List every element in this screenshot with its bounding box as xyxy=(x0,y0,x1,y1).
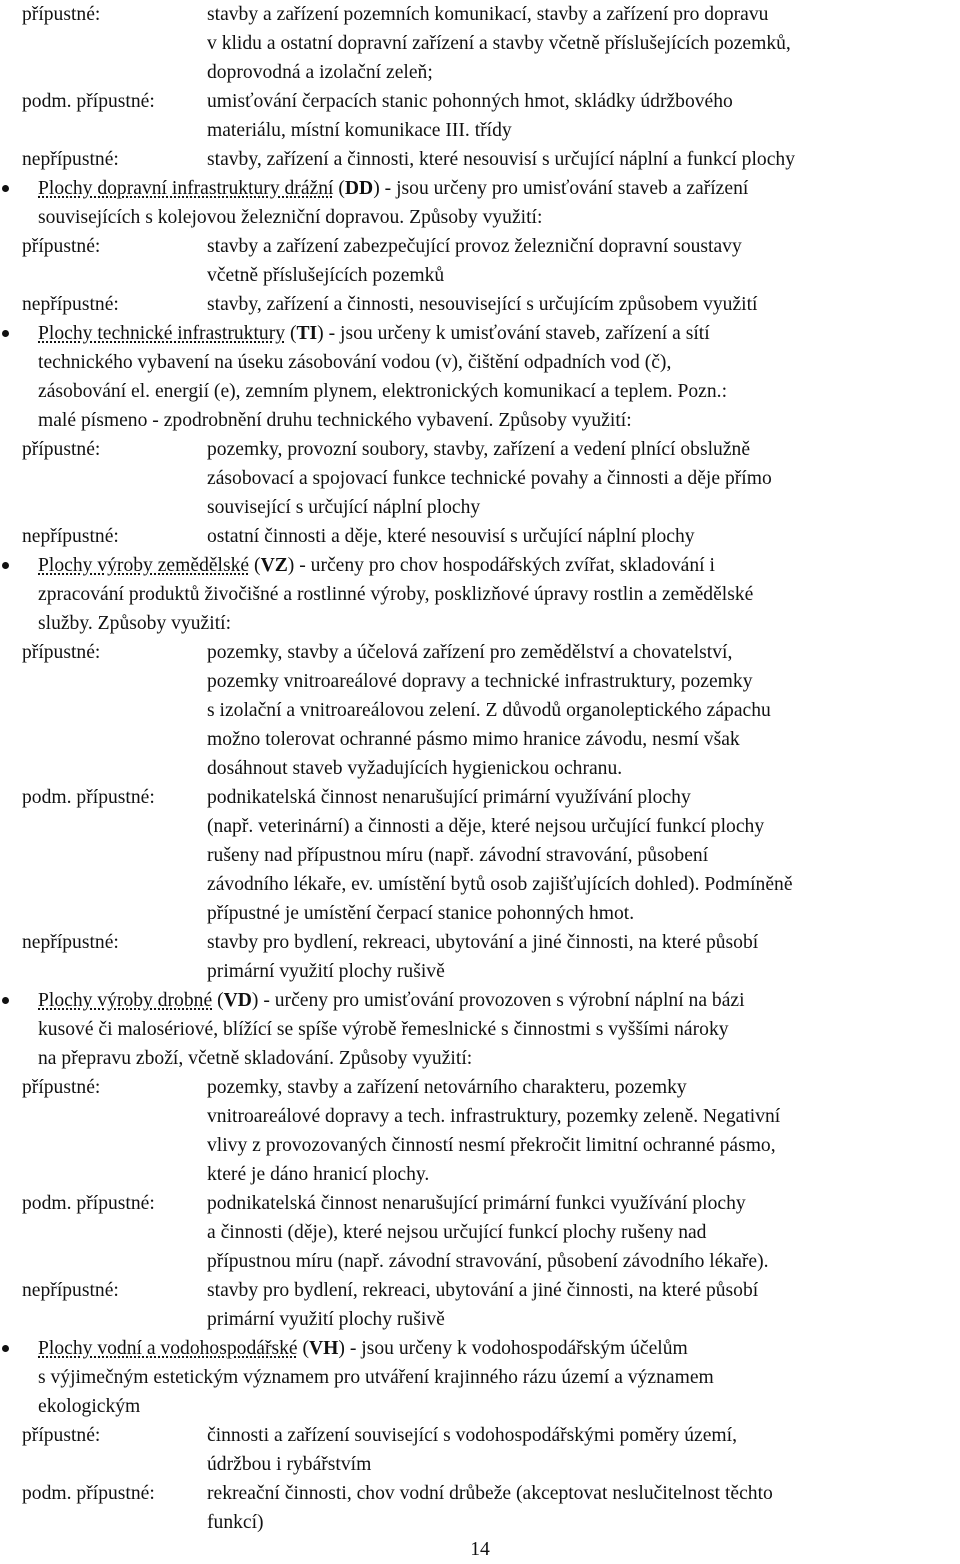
forbidden-label: nepřípustné: xyxy=(22,526,119,547)
bullet-icon xyxy=(2,185,9,192)
forbidden-label: nepřípustné: xyxy=(22,932,119,953)
permitted-line: činnosti a zařízení související s vodohospodářskými poměry území, xyxy=(207,1425,738,1446)
permitted-line: které je dáno hranicí plochy. xyxy=(207,1164,430,1185)
section-heading: Plochy výroby drobné (VD) - určeny pro umisťování provozoven s výrobní náplní na bázi xyxy=(38,990,745,1011)
conditional-line: rekreační činnosti, chov vodní drůbeže (akceptovat neslučitelnost těchto xyxy=(207,1483,773,1504)
forbidden-line: stavby, zařízení a činnosti, které nesouvisí s určující náplní a funkcí plochy xyxy=(207,149,796,170)
section-heading: Plochy dopravní infrastruktury drážní (DD) - jsou určeny pro umisťování staveb a zařízení xyxy=(38,178,749,199)
permitted-label: přípustné: xyxy=(22,1077,101,1098)
section-heading: Plochy vodní a vodohospodářské (VH) - jsou určeny k vodohospodářským účelům xyxy=(38,1338,688,1359)
forbidden-label: nepřípustné: xyxy=(22,294,119,315)
section-text: malé písmeno - zpodrobnění druhu technického vybavení. Způsoby využití: xyxy=(38,410,632,431)
bullet-icon xyxy=(2,997,9,1004)
permitted-line: údržbou i rybářstvím xyxy=(207,1454,372,1475)
section-code: VD xyxy=(223,990,252,1011)
permitted-line: pozemky vnitroareálové dopravy a technické infrastruktury, pozemky xyxy=(207,671,753,692)
conditional-line: funkcí) xyxy=(207,1512,264,1533)
forbidden-line: stavby, zařízení a činnosti, nesouvisející s určujícím způsobem využití xyxy=(207,294,758,315)
conditional-line: rušeny nad přípustnou míru (např. závodní stravování, působení xyxy=(207,845,709,866)
forbidden-label: nepřípustné: xyxy=(22,149,119,170)
permitted-line: v klidu a ostatní dopravní zařízení a stavby včetně příslušejících pozemků, xyxy=(207,33,791,54)
conditional-label: podm. přípustné: xyxy=(22,1483,155,1504)
bullet-icon xyxy=(2,1345,9,1352)
section-text: na přepravu zboží, včetně skladování. Způsoby využití: xyxy=(38,1048,473,1069)
section-term: Plochy výroby zemědělské xyxy=(38,555,250,576)
conditional-label: podm. přípustné: xyxy=(22,1193,155,1214)
section-term: Plochy technické infrastruktury xyxy=(38,323,286,344)
permitted-line: doprovodná a izolační zeleň; xyxy=(207,62,433,83)
section-text: kusové či malosériové, blížící se spíše výrobě řemeslnické s činnostmi s vyššími nároky xyxy=(38,1019,729,1040)
section-code: VZ xyxy=(260,555,288,576)
permitted-line: pozemky, provozní soubory, stavby, zařízení a vedení plnící obslužně xyxy=(207,439,751,460)
section-term: Plochy dopravní infrastruktury drážní xyxy=(38,178,334,199)
section-heading: Plochy výroby zemědělské (VZ) - určeny pro chov hospodářských zvířat, skladování i xyxy=(38,555,715,576)
forbidden-label: nepřípustné: xyxy=(22,1280,119,1301)
conditional-label: podm. přípustné: xyxy=(22,787,155,808)
permitted-line: možno tolerovat ochranné pásmo mimo hranice závodu, nesmí však xyxy=(207,729,740,750)
section-code: DD xyxy=(344,178,374,199)
permitted-line: pozemky, stavby a zařízení netovárního charakteru, pozemky xyxy=(207,1077,687,1098)
permitted-line: vlivy z provozovaných činností nesmí překročit limitní ochranné pásmo, xyxy=(207,1135,776,1156)
forbidden-line: ostatní činnosti a děje, které nesouvisí s určující náplní plochy xyxy=(207,526,695,547)
bullet-icon xyxy=(2,330,9,337)
permitted-line: zásobovací a spojovací funkce technické povahy a činnosti a děje přímo xyxy=(207,468,772,489)
conditional-line: závodního lékaře, ev. umístění bytů osob zajišťujících dohled). Podmíněně xyxy=(207,874,793,895)
conditional-line: podnikatelská činnost nenarušující primární využívání plochy xyxy=(207,787,691,808)
permitted-line: stavby a zařízení pozemních komunikací, stavby a zařízení pro dopravu xyxy=(207,4,769,25)
section-term: Plochy výroby drobné xyxy=(38,990,213,1011)
permitted-line: související s určující náplní plochy xyxy=(207,497,481,518)
section-text: zpracování produktů živočišné a rostlinné výroby, posklizňové úpravy rostlin a zemědělské xyxy=(38,584,754,605)
permitted-line: stavby a zařízení zabezpečující provoz železniční dopravní soustavy xyxy=(207,236,742,257)
bullet-icon xyxy=(2,562,9,569)
permitted-line: včetně příslušejících pozemků xyxy=(207,265,445,286)
section-heading: Plochy technické infrastruktury (TI) - jsou určeny k umisťování staveb, zařízení a sítí xyxy=(38,323,710,344)
section-text: technického vybavení na úseku zásobování vodou (v), čištění odpadních vod (č), xyxy=(38,352,672,373)
section-code: TI xyxy=(296,323,318,344)
permitted-label: přípustné: xyxy=(22,236,101,257)
section-text: ekologickým xyxy=(38,1396,141,1417)
conditional-line: (např. veterinární) a činnosti a děje, které nejsou určující funkcí plochy xyxy=(207,816,765,837)
conditional-line: přípustné je umístění čerpací stanice pohonných hmot. xyxy=(207,903,635,924)
permitted-line: vnitroareálové dopravy a tech. infrastruktury, pozemky zeleně. Negativní xyxy=(207,1106,781,1127)
permitted-label: přípustné: xyxy=(22,4,101,25)
section-text: s výjimečným estetickým významem pro utváření krajinného rázu území a významem xyxy=(38,1367,714,1388)
forbidden-line: primární využití plochy rušivě xyxy=(207,1309,445,1330)
forbidden-line: primární využití plochy rušivě xyxy=(207,961,445,982)
section-text: zásobování el. energií (e), zemním plynem, elektronických komunikací a teplem. Pozn.: xyxy=(38,381,728,402)
section-code: VH xyxy=(309,1338,339,1359)
permitted-label: přípustné: xyxy=(22,439,101,460)
permitted-line: pozemky, stavby a účelová zařízení pro zemědělství a chovatelství, xyxy=(207,642,733,663)
permitted-line: dosáhnout staveb vyžadujících hygienickou ochranu. xyxy=(207,758,623,779)
permitted-line: s izolační a vnitroareálovou zelení. Z důvodů organoleptického zápachu xyxy=(207,700,771,721)
forbidden-line: stavby pro bydlení, rekreaci, ubytování a jiné činnosti, na které působí xyxy=(207,1280,759,1301)
section-term: Plochy vodní a vodohospodářské xyxy=(38,1338,298,1359)
conditional-line: podnikatelská činnost nenarušující primární funkci využívání plochy xyxy=(207,1193,746,1214)
conditional-line: přípustnou míru (např. závodní stravování, působení závodního lékaře). xyxy=(207,1251,769,1272)
conditional-line: a činnosti (děje), které nejsou určující funkcí plochy rušeny nad xyxy=(207,1222,707,1243)
page-number: 14 xyxy=(470,1539,490,1560)
permitted-label: přípustné: xyxy=(22,1425,101,1446)
conditional-line: umisťování čerpacích stanic pohonných hmot, skládky údržbového xyxy=(207,91,733,112)
conditional-label: podm. přípustné: xyxy=(22,91,155,112)
conditional-line: materiálu, místní komunikace III. třídy xyxy=(207,120,512,141)
section-text: souvisejících s kolejovou železniční dopravou. Způsoby využití: xyxy=(38,207,543,228)
forbidden-line: stavby pro bydlení, rekreaci, ubytování a jiné činnosti, na které působí xyxy=(207,932,759,953)
permitted-label: přípustné: xyxy=(22,642,101,663)
section-text: služby. Způsoby využití: xyxy=(38,613,232,634)
